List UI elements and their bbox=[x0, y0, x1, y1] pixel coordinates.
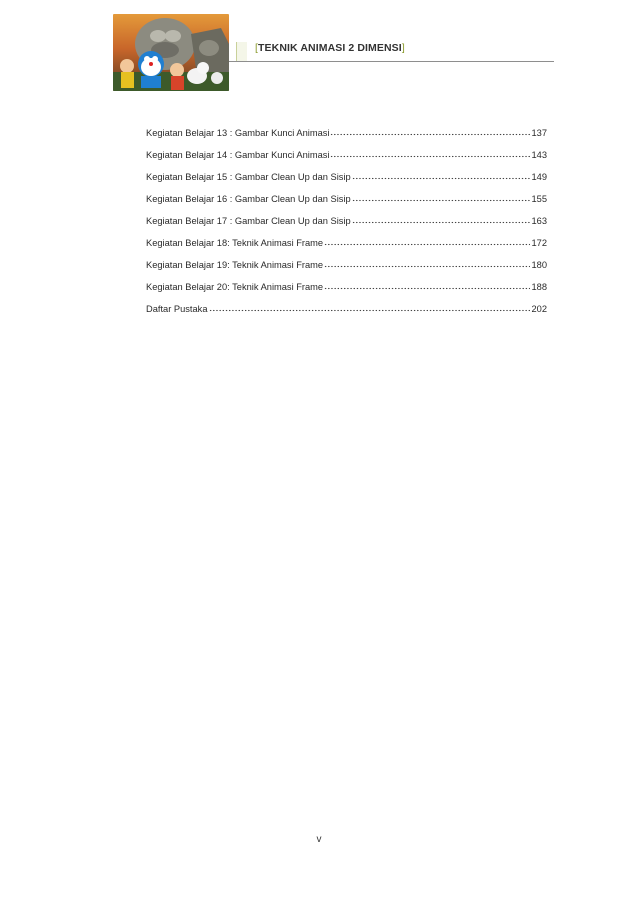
toc-entry-page: 137 bbox=[531, 128, 547, 138]
toc-entry[interactable] bbox=[146, 232, 547, 254]
bracket-open: [ bbox=[255, 42, 259, 54]
toc-entry-page: 202 bbox=[531, 304, 547, 314]
toc-dot-leader bbox=[324, 236, 530, 246]
toc-entry[interactable] bbox=[146, 298, 547, 320]
toc-entry-title: Daftar Pustaka bbox=[146, 304, 208, 314]
toc-dot-leader bbox=[352, 170, 531, 180]
header-cartoon-image bbox=[113, 14, 229, 91]
table-of-contents bbox=[146, 122, 547, 320]
toc-entry-page: 143 bbox=[531, 150, 547, 160]
toc-dot-leader bbox=[330, 126, 530, 136]
running-header-title bbox=[255, 42, 405, 54]
toc-dot-leader bbox=[324, 258, 530, 268]
toc-entry-title: Kegiatan Belajar 19: Teknik Animasi Frame bbox=[146, 260, 324, 270]
toc-entry-page: 172 bbox=[531, 238, 547, 248]
bracket-close: ] bbox=[401, 42, 405, 54]
toc-entry-title: Kegiatan Belajar 17 : Gambar Clean Up dan Sisip bbox=[146, 216, 351, 226]
toc-entry[interactable] bbox=[146, 276, 547, 298]
toc-entry[interactable] bbox=[146, 188, 547, 210]
toc-entry[interactable] bbox=[146, 254, 547, 276]
toc-dot-leader bbox=[209, 302, 531, 312]
toc-entry-title: Kegiatan Belajar 16 : Gambar Clean Up dan Sisip bbox=[146, 194, 351, 204]
toc-dot-leader bbox=[352, 192, 531, 202]
toc-dot-leader bbox=[324, 280, 530, 290]
toc-entry-page: 149 bbox=[531, 172, 547, 182]
toc-entry-title: Kegiatan Belajar 14 : Gambar Kunci Animasi bbox=[146, 150, 330, 160]
toc-entry-page: 180 bbox=[531, 260, 547, 270]
header-title-text: TEKNIK ANIMASI 2 DIMENSI bbox=[258, 42, 402, 54]
header-tab-marker bbox=[236, 42, 247, 62]
toc-entry[interactable] bbox=[146, 166, 547, 188]
toc-dot-leader bbox=[352, 214, 531, 224]
header-rule bbox=[229, 61, 554, 62]
toc-entry[interactable] bbox=[146, 122, 547, 144]
toc-entry-title: Kegiatan Belajar 20: Teknik Animasi Frame bbox=[146, 282, 324, 292]
toc-entry[interactable] bbox=[146, 144, 547, 166]
page-number: v bbox=[316, 834, 322, 845]
toc-entry[interactable] bbox=[146, 210, 547, 232]
toc-entry-page: 163 bbox=[531, 216, 547, 226]
toc-entry-title: Kegiatan Belajar 18: Teknik Animasi Frame bbox=[146, 238, 324, 248]
toc-entry-title: Kegiatan Belajar 13 : Gambar Kunci Animasi bbox=[146, 128, 330, 138]
toc-entry-page: 188 bbox=[531, 282, 547, 292]
cartoon-illustration bbox=[113, 14, 229, 91]
toc-entry-title: Kegiatan Belajar 15 : Gambar Clean Up dan Sisip bbox=[146, 172, 351, 182]
toc-dot-leader bbox=[330, 148, 530, 158]
toc-entry-page: 155 bbox=[531, 194, 547, 204]
